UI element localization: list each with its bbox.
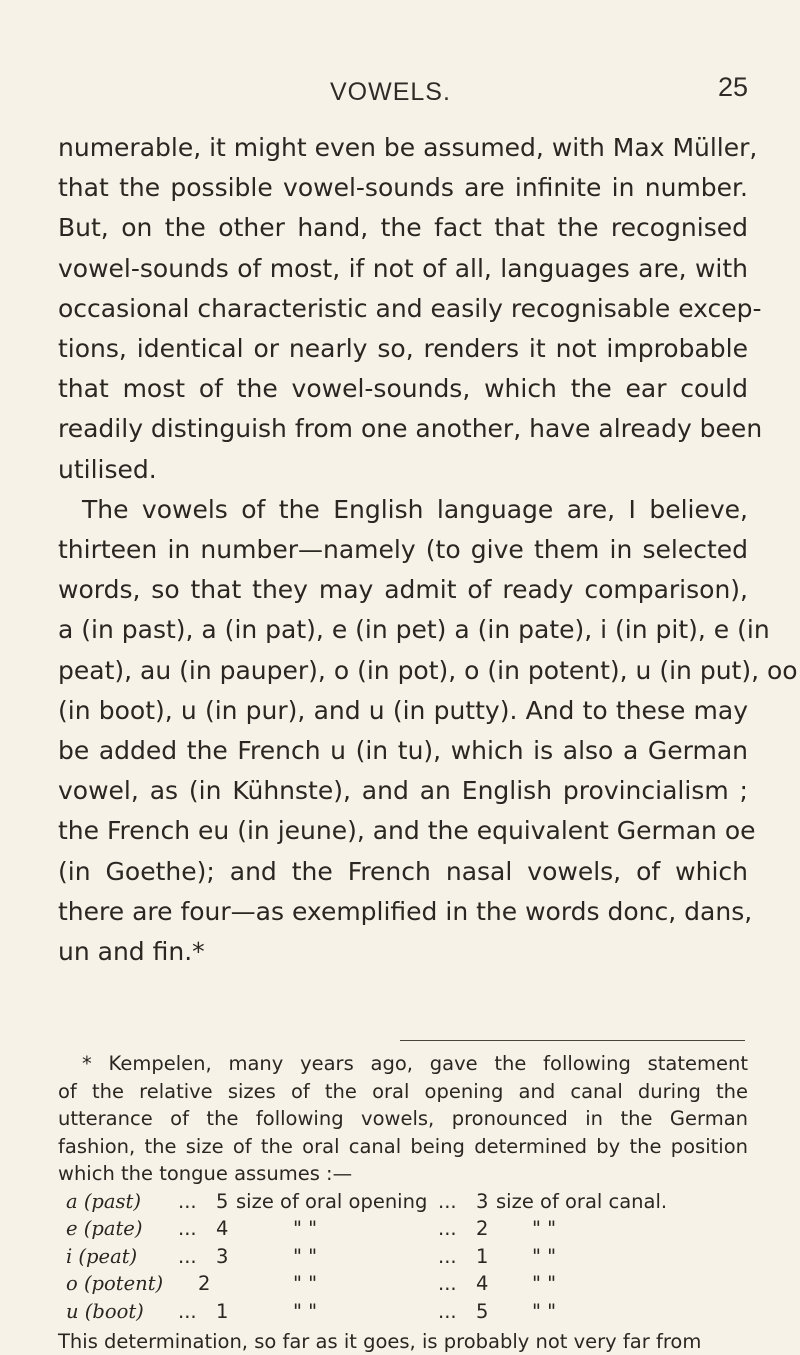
footnote-line: fashion, the size of the oral canal being determined by the position: [58, 1133, 748, 1161]
vowel-cell: a (past): [66, 1188, 141, 1216]
text-line: that most of the vowel-sounds, which the ear could: [58, 369, 748, 409]
canal-label: " ": [532, 1215, 556, 1243]
vowel-cell: u (boot): [66, 1298, 144, 1326]
canal-label: " ": [532, 1298, 556, 1326]
opening-label: " ": [293, 1215, 317, 1243]
opening-value: 3: [216, 1243, 228, 1271]
canal-label: " ": [532, 1243, 556, 1271]
opening-value: 5: [216, 1188, 228, 1216]
footnote: [58, 1050, 748, 1355]
text-line: un and fin.*: [58, 932, 748, 972]
footnote-line: This determination, so far as it goes, is probably not very far from: [58, 1328, 748, 1355]
text-line: readily distinguish from one another, have already been: [58, 409, 748, 449]
paragraph-1: [58, 128, 748, 490]
vowel-cell: e (pate): [66, 1215, 142, 1243]
footnote-line: utterance of the following vowels, pronounced in the German: [58, 1105, 748, 1133]
text-line: The vowels of the English language are, I believe,: [58, 490, 748, 530]
separator: ...: [438, 1298, 457, 1326]
separator: ...: [438, 1243, 457, 1271]
separator: ...: [178, 1298, 197, 1326]
opening-label: " ": [293, 1243, 317, 1271]
text-line: (in Goethe); and the French nasal vowels, of which: [58, 852, 748, 892]
canal-value: 1: [476, 1243, 488, 1271]
text-line: vowel, as (in Kühnste), and an English provincialism ;: [58, 771, 748, 811]
separator: ...: [178, 1215, 197, 1243]
separator: ...: [178, 1243, 197, 1271]
canal-value: 5: [476, 1298, 488, 1326]
separator: ...: [438, 1270, 457, 1298]
footnote-divider: [400, 1040, 745, 1041]
text-line: vowel-sounds of most, if not of all, languages are, with: [58, 249, 748, 289]
text-line: that the possible vowel-sounds are infinite in number.: [58, 168, 748, 208]
page-header: [0, 78, 800, 118]
footnote-line: which the tongue assumes :—: [58, 1160, 748, 1188]
canal-label: size of oral canal.: [496, 1188, 667, 1216]
opening-label: size of oral opening: [236, 1188, 427, 1216]
text-line: peat), au (in pauper), o (in pot), o (in potent), u (in put), oo: [58, 651, 748, 691]
opening-value: 2: [198, 1270, 210, 1298]
page-number: 25: [718, 72, 748, 103]
vowel-cell: i (peat): [66, 1243, 137, 1271]
text-line: tions, identical or nearly so, renders it not improbable: [58, 329, 748, 369]
footnote-line: of the relative sizes of the oral opening and canal during the: [58, 1078, 748, 1106]
vowel-cell: o (potent): [66, 1270, 163, 1298]
canal-value: 3: [476, 1188, 488, 1216]
text-line: thirteen in number—namely (to give them in selected: [58, 530, 748, 570]
vowel-table: [58, 1188, 748, 1328]
opening-label: " ": [293, 1298, 317, 1326]
opening-label: " ": [293, 1270, 317, 1298]
running-head: VOWELS.: [330, 78, 451, 107]
paragraph-2: [58, 490, 748, 972]
text-line: But, on the other hand, the fact that the recognised: [58, 208, 748, 248]
canal-value: 4: [476, 1270, 488, 1298]
separator: ...: [438, 1188, 457, 1216]
footnote-line: * Kempelen, many years ago, gave the following statement: [58, 1050, 748, 1078]
text-line: the French eu (in jeune), and the equivalent German oe: [58, 811, 748, 851]
canal-value: 2: [476, 1215, 488, 1243]
text-line: (in boot), u (in pur), and u (in putty). And to these may: [58, 691, 748, 731]
separator: ...: [438, 1215, 457, 1243]
body-text: [58, 128, 748, 972]
canal-label: " ": [532, 1270, 556, 1298]
opening-value: 4: [216, 1215, 228, 1243]
text-line: be added the French u (in tu), which is also a German: [58, 731, 748, 771]
opening-value: 1: [216, 1298, 228, 1326]
text-line: words, so that they may admit of ready comparison),: [58, 570, 748, 610]
text-line: occasional characteristic and easily recognisable excep-: [58, 289, 748, 329]
text-line: there are four—as exemplified in the words donc, dans,: [58, 892, 748, 932]
text-line: numerable, it might even be assumed, with Max Müller,: [58, 128, 748, 168]
text-line: utilised.: [58, 450, 748, 490]
text-line: a (in past), a (in pat), e (in pet) a (in pate), i (in pit), e (in: [58, 610, 748, 650]
separator: ...: [178, 1188, 197, 1216]
